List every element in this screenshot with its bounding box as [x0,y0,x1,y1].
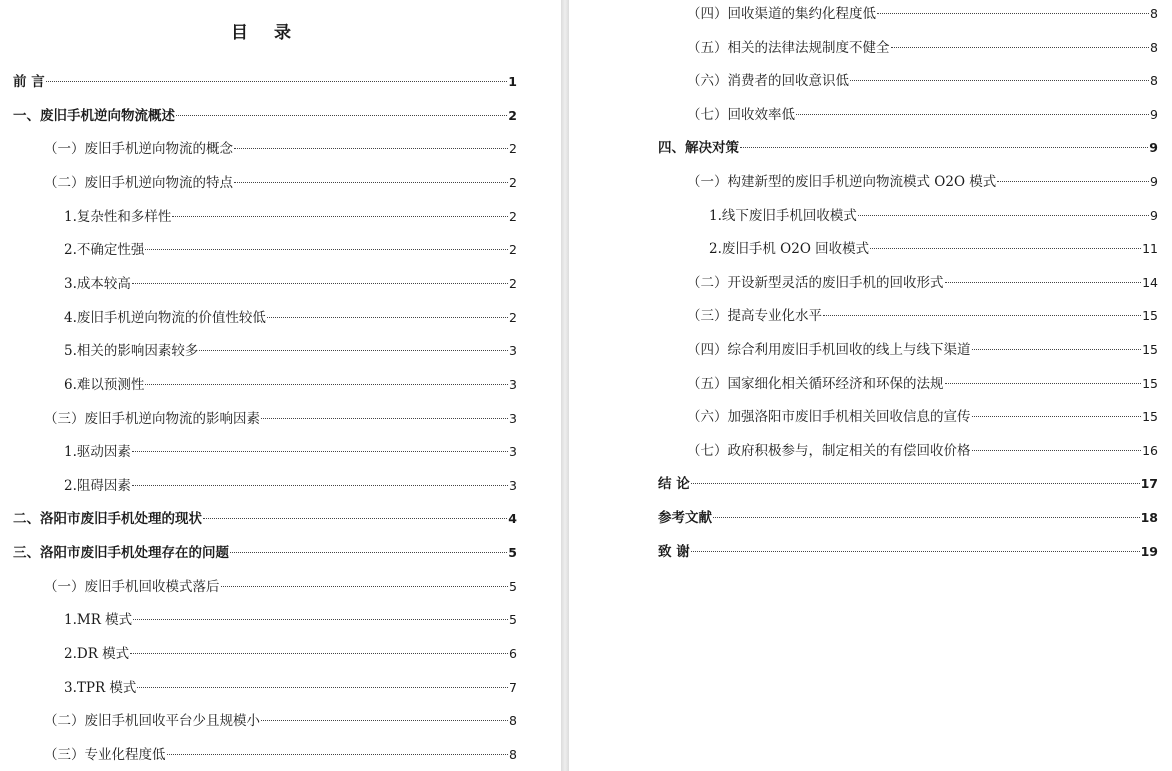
toc-entry[interactable] [687,171,1158,193]
toc-entry-label: 一、废旧手机逆向物流概述 [13,107,175,124]
dot-leader [132,485,508,486]
toc-page-number: 19 [1140,543,1158,559]
toc-entry-label: （二）废旧手机逆向物流的特点 [44,174,233,191]
toc-entry-label: 三、洛阳市废旧手机处理存在的问题 [13,545,229,562]
dot-leader [997,181,1149,182]
toc-entry[interactable] [687,104,1158,126]
toc-entry[interactable] [13,71,517,93]
dot-leader [167,754,509,755]
toc-entry-label: 二、洛阳市废旧手机处理的现状 [13,511,202,528]
dot-leader [130,653,508,654]
toc-entry[interactable] [709,205,1158,227]
toc-entry-label: （五）相关的法律法规制度不健全 [687,39,890,56]
toc-entry-label: 4.废旧手机逆向物流的价值性较低 [64,309,266,326]
dot-leader [691,483,1140,484]
toc-entry[interactable] [64,609,517,631]
toc-entry-label: （四）回收渠道的集约化程度低 [687,6,876,22]
dot-leader [691,551,1140,552]
toc-page-number: 15 [1142,409,1158,425]
toc-entry[interactable] [44,408,517,430]
toc-entry-label: （六）加强洛阳市废旧手机相关回收信息的宣传 [687,409,971,426]
toc-entry[interactable] [658,473,1158,495]
toc-entry-label: 1.MR 模式 [64,612,133,629]
toc-page-number: 2 [509,275,517,291]
dot-leader [870,248,1141,249]
toc-page-number: 15 [1142,308,1158,324]
dot-leader [132,283,508,284]
toc-entry[interactable] [44,172,517,194]
dot-leader [176,115,507,116]
toc-entry-label: （二）开设新型灵活的废旧手机的回收形式 [687,274,944,291]
toc-page-number: 6 [509,646,517,662]
dot-leader [172,216,508,217]
toc-entry-label: （四）综合利用废旧手机回收的线上与线下渠道 [687,342,971,358]
toc-entry-label: 前 言 [13,74,45,90]
toc-entry-label: （一）废旧手机逆向物流的概念 [44,141,233,158]
toc-page-number: 2 [509,141,517,157]
toc-page-number: 2 [509,242,517,258]
dot-leader [267,317,508,318]
toc-entry[interactable] [64,340,517,362]
toc-entry[interactable] [13,105,517,127]
toc-page-number: 17 [1140,476,1158,492]
toc-entry[interactable] [687,37,1158,59]
toc-page-number: 2 [508,107,517,123]
dot-leader [203,518,507,519]
toc-entry-label: 3.成本较高 [64,275,131,292]
toc-entry-label: （一）废旧手机回收模式落后 [44,578,220,595]
dot-leader [740,147,1148,148]
toc-entry[interactable] [44,710,517,732]
toc-entry[interactable] [64,374,517,396]
toc-page-number: 5 [508,545,517,561]
toc-page-number: 3 [509,376,517,392]
toc-entry[interactable] [64,239,517,261]
toc-entry-label: （一）构建新型的废旧手机逆向物流模式 O2O 模式 [687,174,997,190]
dot-leader [133,619,508,620]
toc-title: 目 录 [231,23,301,43]
toc-entry-label: （七）回收效率低 [687,106,795,123]
toc-page-number: 2 [509,174,517,190]
toc-entry-label: 四、解决对策 [658,140,739,157]
toc-page-number: 2 [509,208,517,224]
dot-leader [945,383,1142,384]
toc-page-number: 1 [508,74,517,89]
toc-entry[interactable] [64,206,517,228]
toc-entry-label: 2.阻碍因素 [64,477,131,494]
dot-leader [132,451,508,452]
toc-entry[interactable] [687,440,1158,462]
toc-entry[interactable] [64,643,517,665]
dot-leader [877,13,1149,14]
dot-leader [234,182,508,183]
toc-page-number: 3 [509,444,517,460]
toc-page-number: 16 [1142,442,1158,458]
toc-entry-label: 1.驱动因素 [64,444,131,461]
toc-entry-label: 2.不确定性强 [64,242,145,259]
dot-leader [972,349,1142,350]
dot-leader [234,148,508,149]
toc-entry-label: （六）消费者的回收意识低 [687,73,849,90]
toc-entry[interactable] [687,3,1158,25]
toc-page-number: 7 [509,679,517,695]
toc-entry[interactable] [64,273,517,295]
toc-entry-label: 1.线下废旧手机回收模式 [709,207,857,224]
toc-entry-label: 2.废旧手机 O2O 回收模式 [709,241,870,258]
dot-leader [46,81,508,82]
toc-entry[interactable] [658,507,1158,529]
toc-entry-label: 结 论 [658,476,690,493]
toc-entry[interactable] [13,542,517,564]
toc-entry[interactable] [687,373,1158,395]
toc-page-number: 2 [509,309,517,325]
toc-entry-label: （三）专业化程度低 [44,747,166,763]
toc-page-number: 14 [1142,274,1158,290]
toc-page-number: 9 [1150,106,1158,122]
toc-page-right [569,0,1172,771]
toc-page-number: 8 [509,713,517,729]
toc-page-number: 8 [509,747,517,762]
toc-page-left [0,0,561,771]
dot-leader [230,552,507,553]
dot-leader [221,586,509,587]
toc-page-number: 5 [509,612,517,628]
toc-page-number: 8 [1150,6,1158,21]
toc-entry[interactable] [687,406,1158,428]
toc-page-number: 11 [1142,241,1158,257]
dot-leader [823,315,1141,316]
toc-entry[interactable] [44,576,517,598]
toc-entry-label: 参考文献 [658,510,712,526]
toc-page-number: 15 [1142,342,1158,357]
toc-entry[interactable] [658,137,1158,159]
toc-entry-label: 2.DR 模式 [64,646,130,663]
toc-page-number: 5 [509,578,517,594]
toc-entry[interactable] [687,272,1158,294]
toc-entry-label: 致 谢 [658,543,690,560]
toc-page-number: 18 [1140,510,1158,525]
dot-leader [713,517,1140,518]
toc-page-number: 3 [509,343,517,359]
toc-page-number: 8 [1150,73,1158,89]
dot-leader [261,418,508,419]
toc-entry-label: （五）国家细化相关循环经济和环保的法规 [687,375,944,392]
dot-leader [199,350,508,351]
dot-leader [145,384,508,385]
toc-entry-label: （三）提高专业化水平 [687,308,822,325]
toc-entry[interactable] [44,138,517,160]
toc-entry[interactable] [64,677,517,699]
dot-leader [858,215,1149,216]
toc-entry-label: （二）废旧手机回收平台少且规模小 [44,713,260,730]
toc-entry-label: 5.相关的影响因素较多 [64,343,199,360]
toc-page-number: 9 [1150,174,1158,189]
toc-entry[interactable] [658,541,1158,563]
toc-entry[interactable] [687,70,1158,92]
toc-entry[interactable] [64,307,517,329]
toc-entry[interactable] [687,305,1158,327]
toc-entry-label: （三）废旧手机逆向物流的影响因素 [44,410,260,427]
toc-entry-label: 1.复杂性和多样性 [64,208,172,225]
toc-entry[interactable] [13,508,517,530]
dot-leader [261,720,508,721]
toc-entry[interactable] [687,339,1158,361]
toc-entry[interactable] [44,744,517,766]
page-gutter [561,0,569,771]
dot-leader [796,114,1149,115]
toc-entry[interactable] [709,238,1158,260]
dot-leader [972,450,1142,451]
toc-page-number: 3 [509,477,517,493]
toc-entry-label: 3.TPR 模式 [64,679,137,696]
toc-page-number: 8 [1150,39,1158,55]
toc-page-number: 9 [1149,140,1158,156]
toc-page-number: 3 [509,410,517,426]
dot-leader [891,47,1150,48]
toc-page-number: 15 [1142,375,1158,391]
dot-leader [972,416,1142,417]
toc-page-number: 9 [1150,207,1158,223]
dot-leader [850,80,1149,81]
dot-leader [945,282,1142,283]
dot-leader [145,249,508,250]
dot-leader [137,687,508,688]
toc-entry-label: （七）政府积极参与，制定相关的有偿回收价格 [687,442,971,459]
toc-entry[interactable] [64,475,517,497]
toc-entry-label: 6.难以预测性 [64,376,145,393]
toc-entry[interactable] [64,441,517,463]
toc-page-number: 4 [508,511,517,527]
